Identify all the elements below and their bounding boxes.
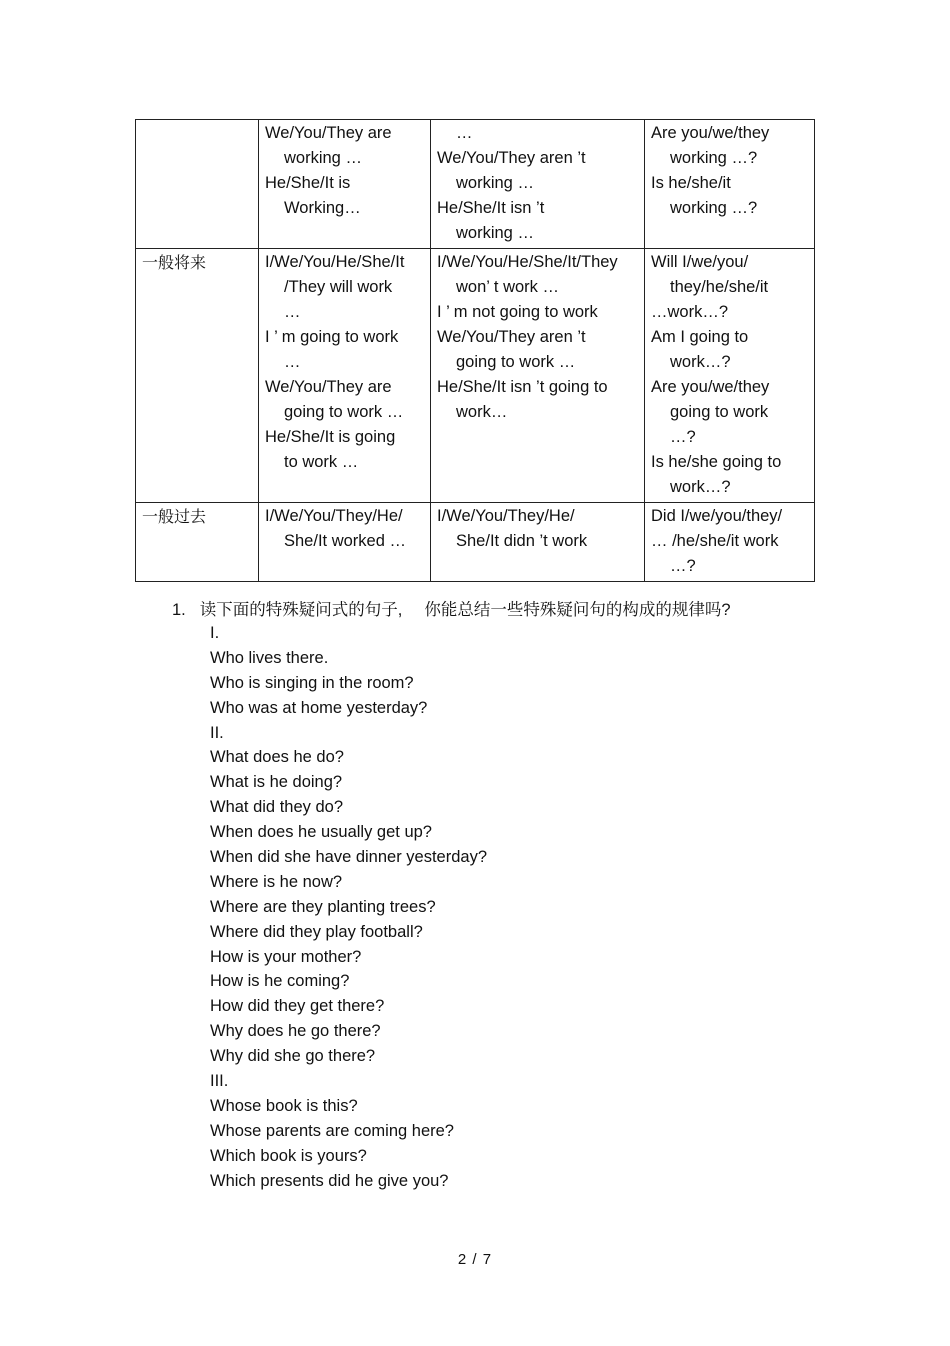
example-sentence: What does he do?: [210, 748, 344, 767]
example-sentence: How is your mother?: [210, 947, 362, 966]
question-line: … /he/she/it work: [651, 532, 779, 550]
negative-line: We/You/They aren ’t: [437, 328, 586, 346]
tense-cell: [136, 249, 259, 503]
affirmative-line: …: [284, 303, 301, 321]
example-sentence: Why does he go there?: [210, 1022, 381, 1041]
question-cell: [645, 503, 815, 582]
affirmative-line: I/We/You/He/She/It: [265, 253, 405, 271]
affirmative-line: /They will work: [284, 278, 393, 296]
example-sentence: Where did they play football?: [210, 922, 423, 941]
affirmative-line: …: [284, 353, 301, 371]
question-line: working …?: [670, 199, 758, 217]
affirmative-line: working …: [284, 149, 362, 167]
example-sentence: Where are they planting trees?: [210, 897, 436, 916]
question-line: …?: [670, 557, 696, 575]
question-line: working …?: [670, 149, 758, 167]
negative-line: …: [456, 124, 473, 142]
example-sentence: Who lives there.: [210, 648, 329, 667]
negative-cell: [431, 503, 645, 582]
question-line: Will I/we/you/: [651, 253, 749, 271]
example-sentence: How is he coming?: [210, 972, 350, 991]
negative-line: He/She/It isn ’t: [437, 199, 545, 217]
page-number: 2 / 7: [457, 1251, 493, 1268]
question-line: Are you/we/they: [651, 378, 770, 396]
section-label: III.: [210, 1072, 229, 1091]
example-sentence: What did they do?: [210, 798, 343, 817]
affirmative-line: She/It worked …: [284, 532, 406, 550]
example-sentence: Why did she go there?: [210, 1047, 376, 1066]
negative-line: He/She/It isn ’t going to: [437, 378, 608, 396]
question-heading: [172, 596, 731, 620]
question-cell: [645, 120, 815, 249]
question-number: 1.: [172, 601, 186, 619]
question-line: Are you/we/they: [651, 124, 770, 142]
negative-line: I/We/You/He/She/It/They: [437, 253, 618, 271]
example-sentences: [210, 621, 487, 1193]
negative-line: working …: [456, 224, 534, 242]
question-cell: [645, 249, 815, 503]
example-sentence: Whose parents are coming here?: [210, 1121, 454, 1140]
question-text-part-2: 你能总结一些特殊疑问句的构成的规律吗?: [424, 601, 731, 619]
example-sentence: Which book is yours?: [210, 1146, 367, 1165]
negative-line: work…: [456, 403, 508, 421]
question-line: Is he/she going to: [651, 453, 782, 471]
affirmative-line: Working…: [284, 199, 361, 217]
question-line: they/he/she/it: [670, 278, 769, 296]
affirmative-cell: [259, 120, 431, 249]
affirmative-cell: [259, 249, 431, 503]
table-row: [136, 249, 815, 503]
negative-line: I/We/You/They/He/: [437, 507, 575, 525]
question-line: work…?: [670, 353, 731, 371]
negative-line: going to work …: [456, 353, 576, 371]
affirmative-line: We/You/They are: [265, 378, 392, 396]
negative-line: She/It didn ’t work: [456, 532, 588, 550]
affirmative-line: I ’ m going to work: [265, 328, 399, 346]
negative-line: working …: [456, 174, 534, 192]
example-sentence: When did she have dinner yesterday?: [210, 848, 488, 867]
tense-cell: [136, 503, 259, 582]
question-line: Am I going to: [651, 328, 749, 346]
example-sentence: Which presents did he give you?: [210, 1171, 449, 1190]
affirmative-line: to work …: [284, 453, 359, 471]
negative-line: I ’ m not going to work: [437, 303, 598, 321]
tense-label: 一般将来: [142, 253, 207, 272]
question-line: work…?: [670, 478, 731, 496]
section-label: II.: [210, 723, 224, 742]
example-sentence: What is he doing?: [210, 773, 343, 792]
question-line: Did I/we/you/they/: [651, 507, 783, 525]
example-sentence: Who was at home yesterday?: [210, 698, 428, 717]
tense-label: 一般过去: [142, 507, 207, 526]
negative-line: We/You/They aren ’t: [437, 149, 586, 167]
affirmative-cell: [259, 503, 431, 582]
question-line: Is he/she/it: [651, 174, 731, 192]
affirmative-line: He/She/It is: [265, 174, 351, 192]
affirmative-line: He/She/It is going: [265, 428, 396, 446]
example-sentence: Who is singing in the room?: [210, 673, 414, 692]
tense-cell: [136, 120, 259, 249]
negative-line: won’ t work …: [456, 278, 559, 296]
question-text-part-1: 读下面的特殊疑问式的句子,: [199, 601, 403, 619]
question-line: going to work: [670, 403, 769, 421]
question-line: …?: [670, 428, 696, 446]
example-sentence: When does he usually get up?: [210, 823, 432, 842]
section-label: I.: [210, 624, 220, 642]
table-row: [136, 503, 815, 582]
affirmative-line: going to work …: [284, 403, 404, 421]
example-sentence: How did they get there?: [210, 997, 385, 1016]
negative-cell: [431, 120, 645, 249]
example-sentence: Whose book is this?: [210, 1096, 358, 1115]
negative-cell: [431, 249, 645, 503]
example-sentence: Where is he now?: [210, 872, 343, 891]
question-line: …work…?: [651, 303, 729, 321]
affirmative-line: I/We/You/They/He/: [265, 507, 403, 525]
table-row: [136, 120, 815, 249]
affirmative-line: We/You/They are: [265, 124, 392, 142]
tense-table: [135, 119, 815, 582]
